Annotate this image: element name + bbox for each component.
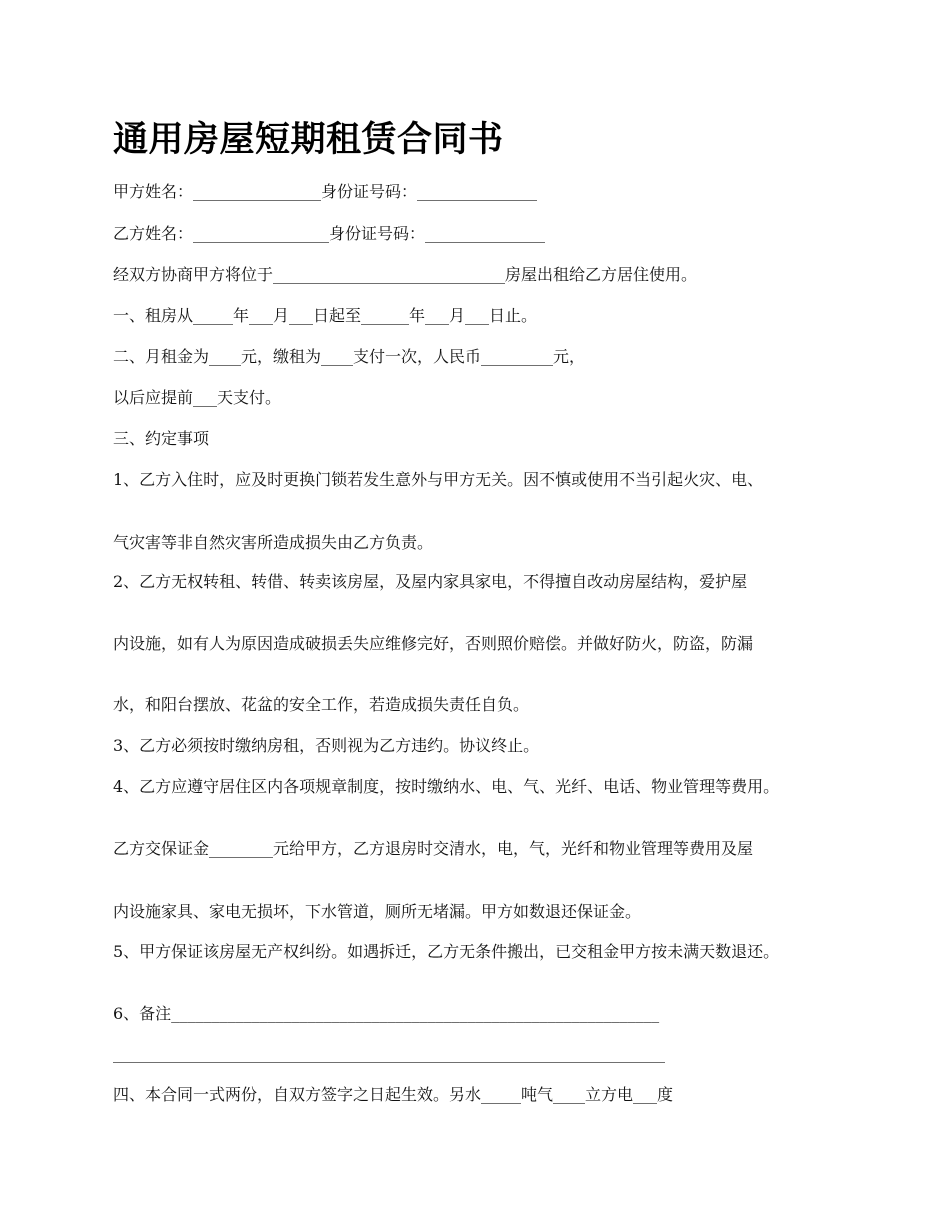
- clause-2-line-2: 内设施，如有人为原因造成破损丢失应维修完好，否则照价赔偿。并做好防火，防盗，防漏: [113, 634, 754, 653]
- property-location-line: 经双方协商甲方将位于_____________________________房屋出租给乙方居住使用。: [113, 265, 698, 284]
- clause-1-line-2: 气灾害等非自然灾害所造成损失由乙方负责。: [113, 533, 434, 552]
- document-title: 通用房屋短期租赁合同书: [113, 120, 504, 160]
- party-a-line: 甲方姓名：________________身份证号码：_______________: [113, 182, 538, 201]
- clause-2-line-1: 2、乙方无权转租、转借、转卖该房屋，及屋内家具家电，不得擅自改动房屋结构，爱护屋: [113, 572, 748, 591]
- section-4-line: 四、本合同一式两份，自双方签字之日起生效。另水_____吨气____立方电___度: [113, 1085, 674, 1104]
- payment-advance-line: 以后应提前___天支付。: [113, 388, 282, 407]
- clause-5-line: 5、甲方保证该房屋无产权纠纷。如遇拆迁，乙方无条件搬出，已交租金甲方按未满天数退还。: [113, 942, 780, 961]
- section-heading-terms: 三、约定事项: [113, 429, 210, 448]
- rent-amount-line: 二、月租金为____元，缴租为____支付一次，人民币_________元，: [113, 347, 586, 366]
- clause-6-remarks-line: 6、备注_____________________________________________________________: [113, 1004, 660, 1023]
- clause-4-line-1: 4、乙方应遵守居住区内各项规章制度，按时缴纳水、电、气、光纤、电话、物业管理等费用。: [113, 777, 780, 796]
- clause-4-line-3: 内设施家具、家电无损坏，下水管道，厕所无堵漏。甲方如数退还保证金。: [113, 902, 642, 921]
- clause-3-line: 3、乙方必须按时缴纳房租，否则视为乙方违约。协议终止。: [113, 736, 540, 755]
- party-b-line: 乙方姓名：_________________身份证号码：_______________: [113, 224, 546, 243]
- clause-2-line-3: 水，和阳台摆放、花盆的安全工作，若造成损失责任自负。: [113, 695, 530, 714]
- clause-4-line-2: 乙方交保证金________元给甲方，乙方退房时交清水，电，气，光纤和物业管理等费用及屋: [113, 839, 754, 858]
- clause-1-line-1: 1、乙方入住时，应及时更换门锁若发生意外与甲方无关。因不慎或使用不当引起火灾、电、: [113, 470, 764, 489]
- remarks-blank-line: _____________________________________________________________________: [113, 1044, 665, 1063]
- lease-term-line: 一、租房从_____年___月___日起至______年___月___日止。: [113, 306, 538, 325]
